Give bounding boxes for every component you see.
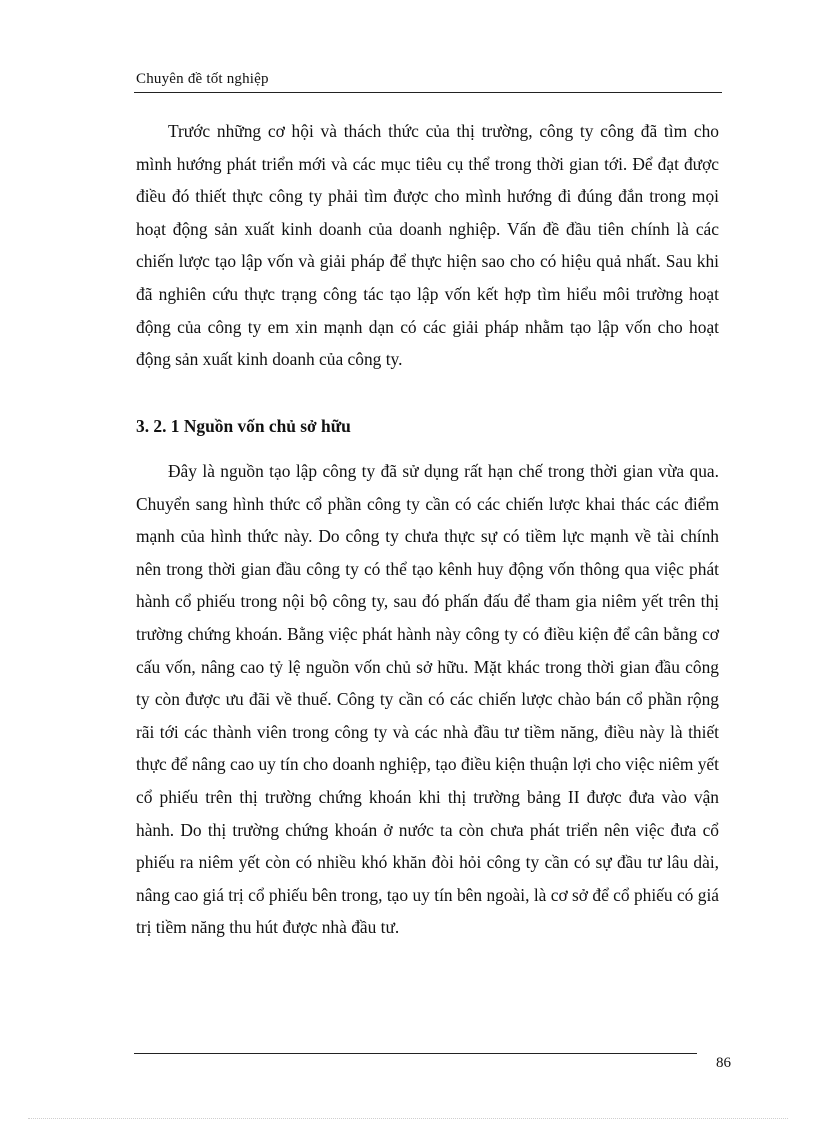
running-header: Chuyên đề tốt nghiệp [136, 71, 269, 87]
page-number: 86 [716, 1055, 731, 1071]
section-heading: 3. 2. 1 Nguồn vốn chủ sở hữu [136, 416, 351, 436]
footer-rule [134, 1053, 697, 1054]
page-edge-divider [28, 1118, 788, 1119]
paragraph-intro: Trước những cơ hội và thách thức của thị trường, công ty công đã tìm cho mình hướng phát triển mới và các mục tiêu cụ thể trong thời gian tới. Để đạt được điều đó thiết thực công ty phải tìm được cho mình hướng đi đúng đắn trong mọi hoạt động sản xuất kinh doanh của doanh nghiệp. Vấn đề đầu tiên chính là các chiến lược tạo lập vốn và giải pháp để thực hiện sao cho có hiệu quả nhất. Sau khi đã nghiên cứu thực trạng công tác tạo lập vốn kết hợp tìm hiểu môi trường hoạt động của công ty em xin mạnh dạn có các giải pháp nhằm tạo lập vốn cho hoạt động sản xuất kinh doanh của công ty. [136, 121, 719, 370]
header-rule [134, 92, 722, 93]
paragraph-equity-capital: Đây là nguồn tạo lập công ty đã sử dụng rất hạn chế trong thời gian vừa qua. Chuyển sang hình thức cổ phần công ty cần có các chiến lược khai thác các điểm mạnh của hình thức này. Do công ty chưa thực sự có tiềm lực mạnh về tài chính nên trong thời gian đầu công ty có thể tạo kênh huy động vốn thông qua việc phát hành cổ phiếu trong nội bộ công ty, sau đó phấn đấu để tham gia niêm yết trên thị trường chứng khoán. Bằng việc phát hành này công ty có điều kiện để cân bằng cơ cấu vốn, nâng cao tỷ lệ nguồn vốn chủ sở hữu. Mặt khác trong thời gian đầu công ty còn được ưu đãi về thuế. Công ty cần có các chiến lược chào bán cổ phần rộng rãi tới các thành viên trong công ty và các nhà đầu tư tiềm năng, điều này là thiết thực để nâng cao uy tín cho doanh nghiệp, tạo điều kiện thuận lợi cho việc niêm yết cổ phiếu trên thị trường chứng khoán khi thị trường bảng II được đưa vào vận hành. Do thị trường chứng khoán ở nước ta còn chưa phát triển nên việc đưa cổ phiếu ra niêm yết còn có nhiều khó khăn đòi hỏi công ty cần có sự đầu tư lâu dài, nâng cao giá trị cổ phiếu bên trong, tạo uy tín bên ngoài, là cơ sở để cổ phiếu có giá trị tiềm năng thu hút được nhà đầu tư. [136, 461, 719, 938]
